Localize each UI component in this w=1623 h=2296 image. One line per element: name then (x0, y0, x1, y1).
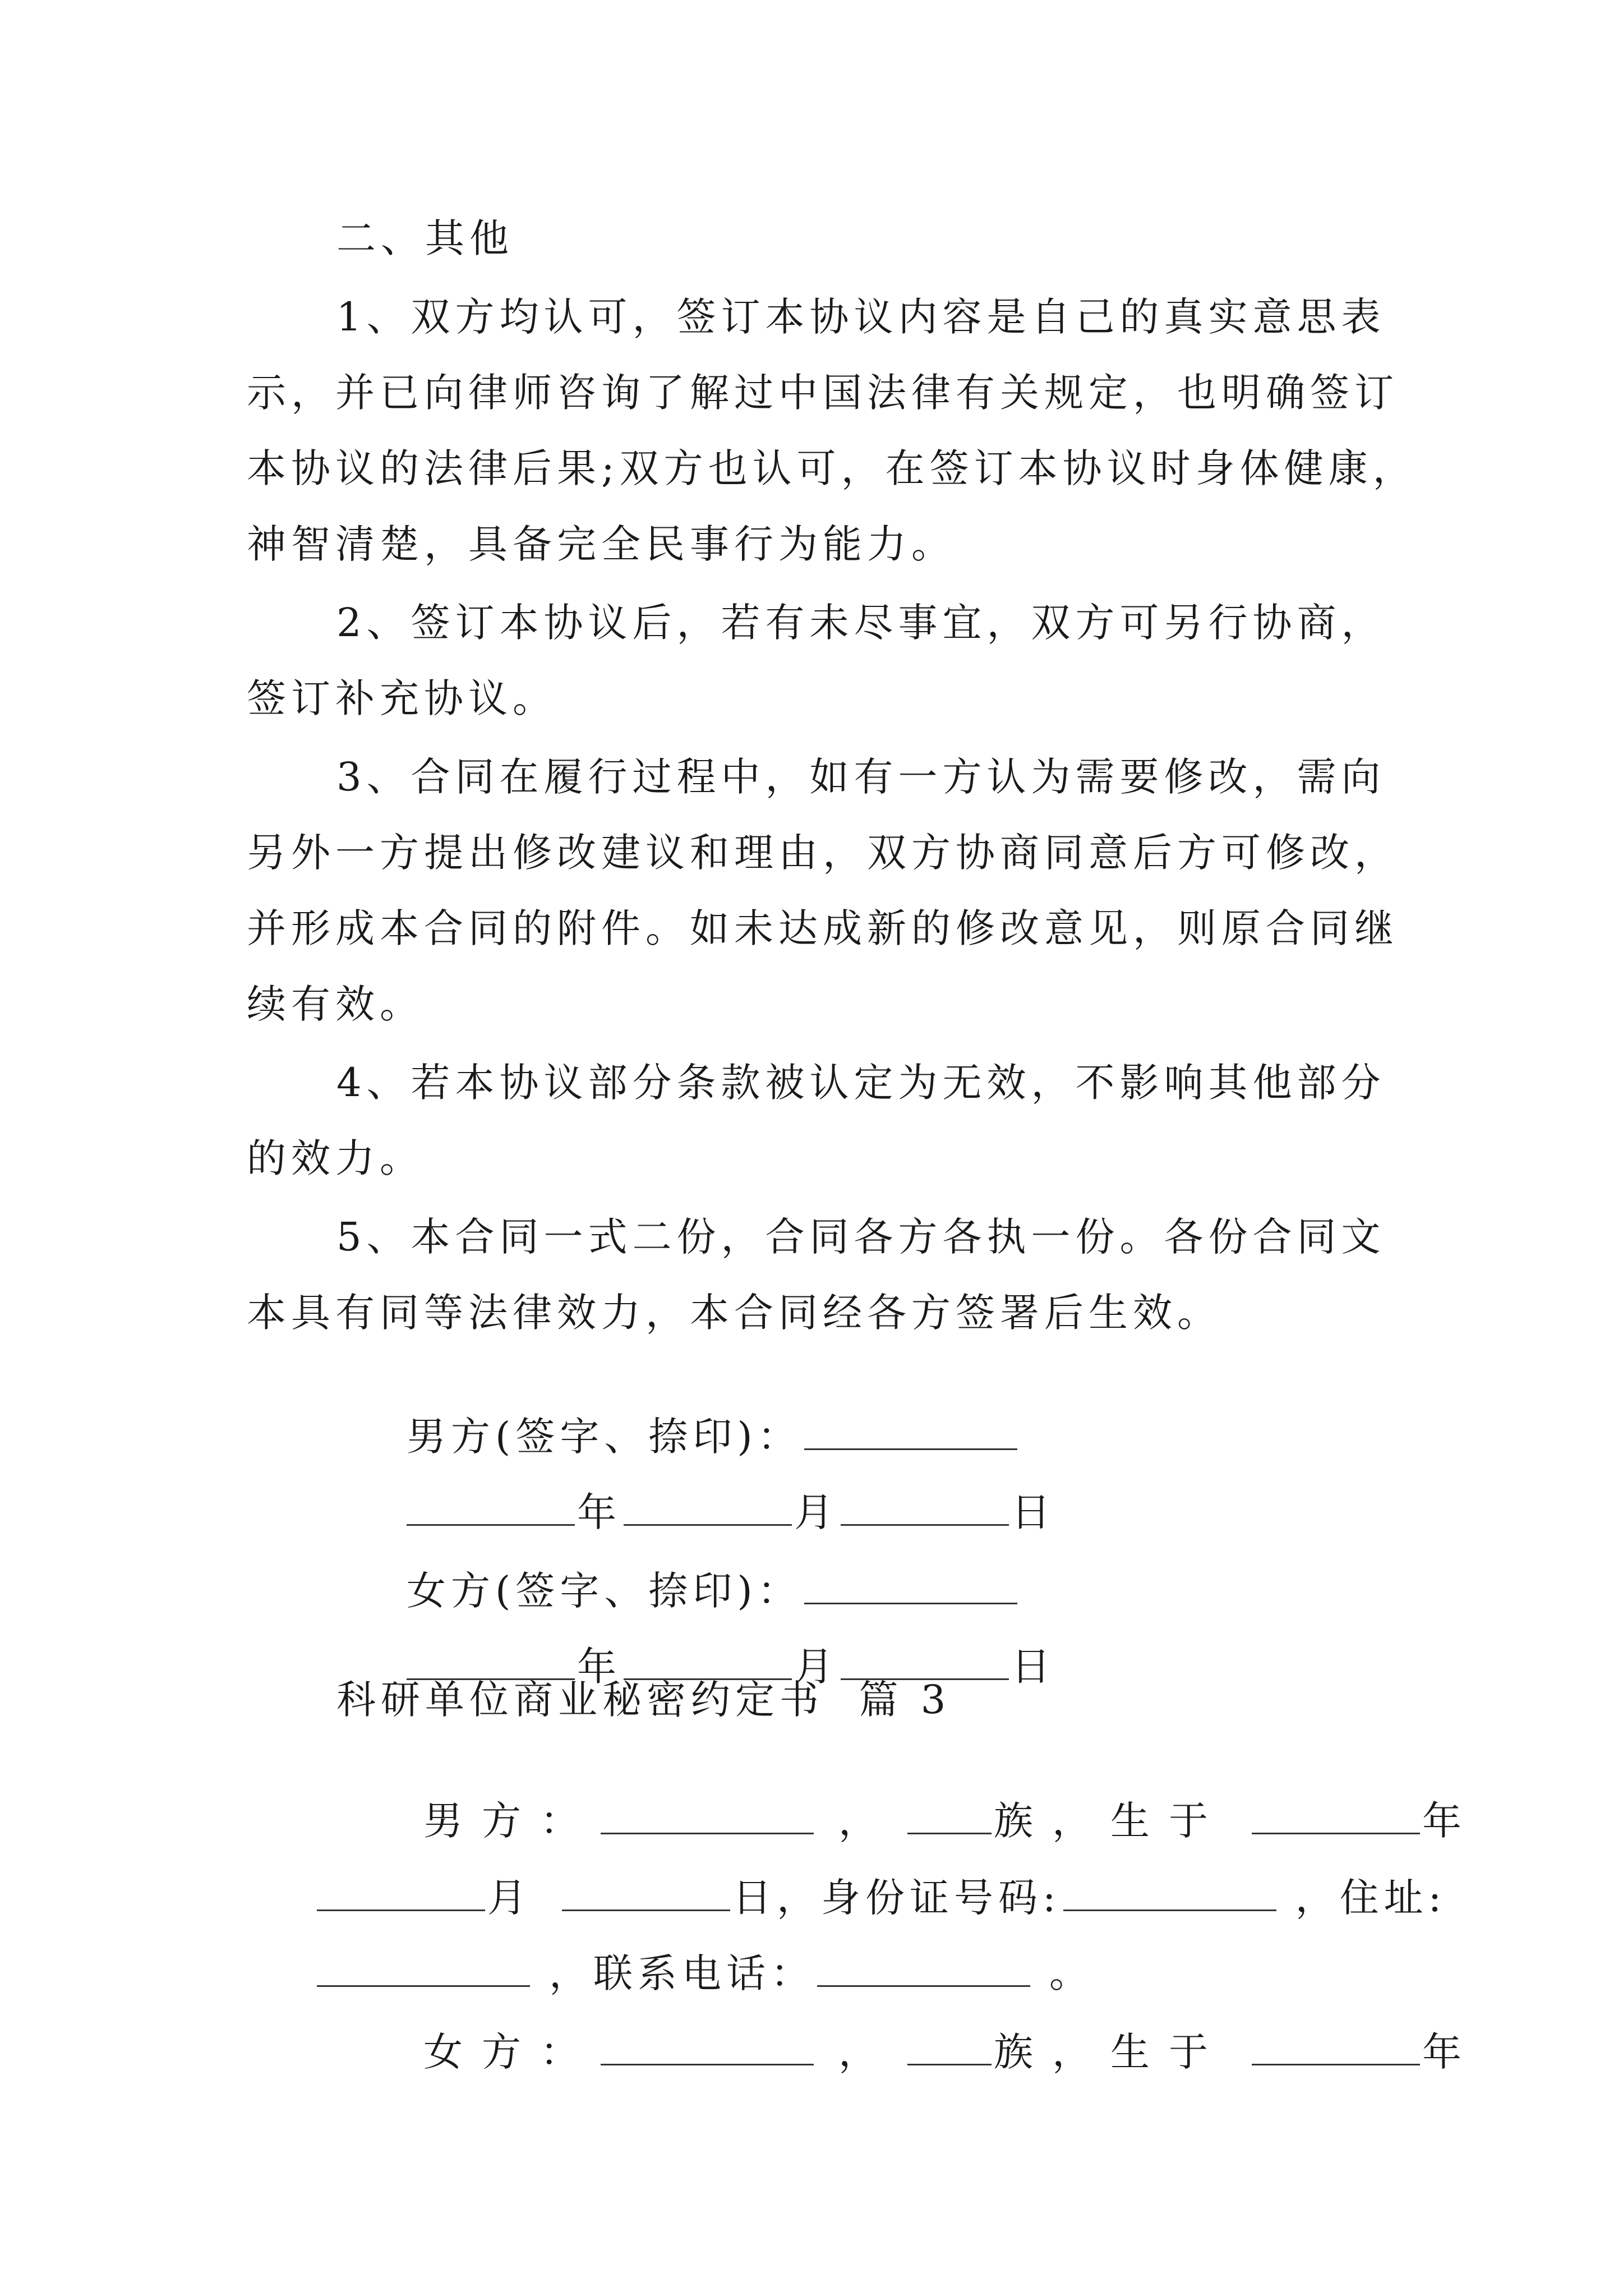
clause-1-line-4: 神智清楚，具备完全民事行为能力。 (247, 521, 956, 567)
day-label: 日 (1011, 1489, 1056, 1535)
phone-label: ，联系电话： (549, 1950, 815, 1996)
female-year-blank[interactable] (407, 1644, 575, 1680)
clause-3-line-1: 3、合同在履行过程中，如有一方认为需要修改，需向 (336, 754, 1386, 800)
male-ethnicity-blank[interactable] (907, 1798, 992, 1834)
male-id-blank[interactable] (1063, 1875, 1276, 1911)
ethnicity-label: 族， (994, 2029, 1111, 2075)
address-label: ，住址: (1295, 1875, 1447, 1921)
male-party-label: 男方： (423, 1798, 599, 1844)
born-label: 生于 (1110, 2029, 1228, 2075)
female-birth-year-blank[interactable] (1252, 2029, 1420, 2065)
year-label: 年 (1422, 2029, 1467, 2075)
female-party-label: 女方： (423, 2029, 599, 2075)
clause-4-line-1: 4、若本协议部分条款被认定为无效，不影响其他部分 (336, 1060, 1386, 1106)
born-label: 生于 (1110, 1798, 1228, 1844)
ethnicity-label: 族， (994, 1798, 1111, 1844)
clause-3-line-2: 另外一方提出修改建议和理由，双方协商同意后方可修改， (247, 830, 1399, 876)
clause-1-line-3: 本协议的法律后果;双方也认可，在签订本协议时身体健康， (247, 445, 1417, 491)
clause-1-line-1: 1、双方均认可，签订本协议内容是自己的真实意思表 (336, 294, 1386, 340)
year-label: 年 (577, 1489, 622, 1535)
male-phone-blank[interactable] (817, 1950, 1030, 1987)
id-number-label: 日，身份证号码: (732, 1875, 1061, 1921)
female-ethnicity-blank[interactable] (907, 2029, 992, 2065)
female-month-blank[interactable] (624, 1644, 792, 1680)
clause-3-line-3: 并形成本合同的附件。如未达成新的修改意见，则原合同继 (247, 905, 1399, 951)
female-party-line-1 (353, 1984, 1467, 2119)
clause-5-line-1: 5、本合同一式二份，合同各方各执一份。各份合同文 (336, 1214, 1386, 1260)
male-name-blank[interactable] (601, 1798, 814, 1834)
year-label: 年 (577, 1644, 622, 1690)
female-day-blank[interactable] (841, 1644, 1009, 1680)
next-document-title: 科研单位商业秘密约定书 篇 3 (336, 1677, 951, 1723)
period: 。 (1049, 1950, 1094, 1996)
clause-4-line-2: 的效力。 (247, 1135, 424, 1181)
male-month-blank[interactable] (624, 1489, 792, 1526)
day-label: 日 (1011, 1644, 1056, 1690)
year-label: 年 (1422, 1798, 1467, 1844)
comma: ， (838, 1798, 883, 1844)
month-label: 月 (794, 1489, 839, 1535)
male-year-blank[interactable] (407, 1489, 575, 1526)
comma: ， (838, 2029, 883, 2075)
male-birth-year-blank[interactable] (1252, 1798, 1420, 1834)
clause-5-line-2: 本具有同等法律效力，本合同经各方签署后生效。 (247, 1290, 1221, 1336)
male-address-blank[interactable] (317, 1950, 530, 1987)
month-label: 月 (487, 1875, 532, 1921)
female-signature-label: 女方(签字、捺印)： (407, 1568, 802, 1614)
female-name-blank[interactable] (601, 2029, 814, 2065)
clause-1-line-2: 示，并已向律师咨询了解过中国法律有关规定，也明确签订 (247, 370, 1399, 416)
section-heading: 二、其他 (336, 215, 514, 261)
month-label: 月 (794, 1644, 839, 1690)
clause-3-line-4: 续有效。 (247, 981, 424, 1027)
male-day-blank[interactable] (841, 1489, 1009, 1526)
clause-2-line-1: 2、签订本协议后，若有未尽事宜，双方可另行协商， (336, 600, 1386, 646)
clause-2-line-2: 签订补充协议。 (247, 675, 557, 721)
male-signature-label: 男方(签字、捺印)： (407, 1414, 802, 1460)
